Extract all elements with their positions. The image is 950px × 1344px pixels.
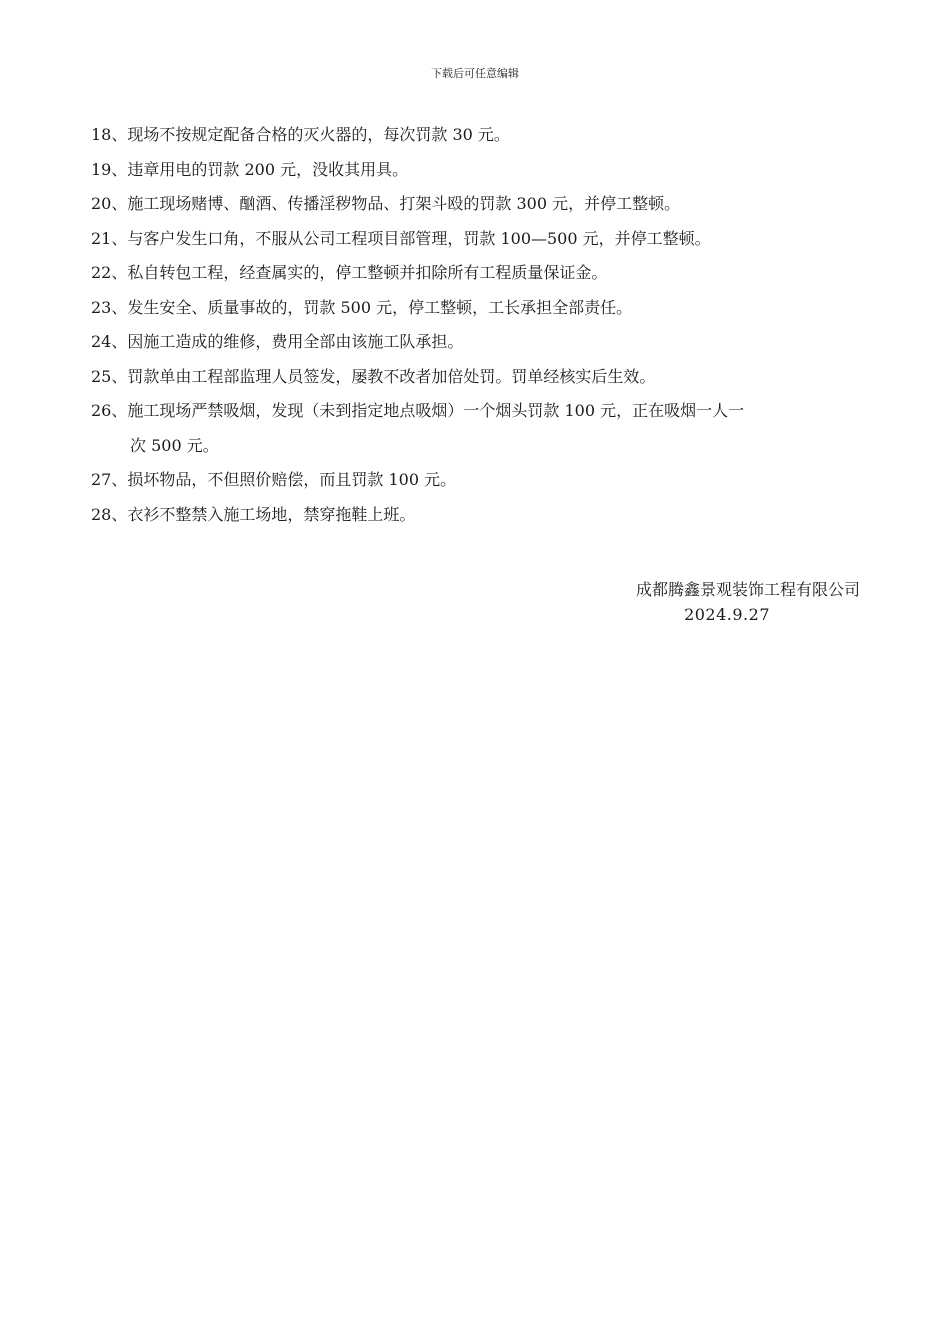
rule-text: 损坏物品，不但照价赔偿，而且罚款 100 元。 — [127, 470, 457, 489]
rule-text: 私自转包工程，经查属实的，停工整顿并扣除所有工程质量保证金。 — [127, 263, 608, 282]
rule-item-20 — [91, 187, 863, 222]
rule-number: 28、 — [91, 504, 128, 524]
rule-text-continued: 次 500 元。 — [130, 435, 219, 455]
page-header: 下载后可任意编辑 — [431, 67, 519, 80]
rule-item-21 — [91, 222, 863, 257]
rule-number: 25、 — [91, 366, 128, 386]
rule-text: 与客户发生口角，不服从公司工程项目部管理，罚款 100—500 元，并停工整顿。 — [127, 228, 711, 248]
rule-number: 23、 — [91, 297, 128, 317]
rule-number: 19、 — [91, 159, 128, 179]
rule-item-25 — [91, 360, 863, 395]
rule-item-18 — [91, 118, 863, 153]
rule-text: 违章用电的罚款 200 元，没收其用具。 — [127, 159, 409, 179]
rule-text: 发生安全、质量事故的，罚款 500 元，停工整顿，工长承担全部责任。 — [127, 297, 633, 317]
rule-text: 现场不按规定配备合格的灭火器的，每次罚款 30 元。 — [127, 125, 510, 144]
rule-text: 施工现场赌博、酗酒、传播淫秽物品、打架斗殴的罚款 300 元，并停工整顿。 — [127, 194, 681, 213]
rule-item-26 — [91, 394, 863, 463]
rule-number: 20、 — [91, 194, 128, 213]
rule-item-23 — [91, 291, 863, 326]
rule-item-28 — [91, 498, 863, 533]
rule-text: 罚款单由工程部监理人员签发，屡教不改者加倍处罚。罚单经核实后生效。 — [127, 366, 656, 386]
signature-date: 2024.9.27 — [684, 605, 770, 624]
rule-item-22 — [91, 256, 863, 291]
company-name: 成都腾鑫景观装饰工程有限公司 — [635, 580, 860, 599]
rule-number: 27、 — [91, 470, 128, 489]
rules-list — [91, 118, 863, 532]
rule-text: 衣衫不整禁入施工场地，禁穿拖鞋上班。 — [127, 504, 416, 524]
rule-text: 因施工造成的维修，费用全部由该施工队承担。 — [127, 332, 464, 351]
rule-item-27 — [91, 463, 863, 498]
signature-block — [560, 577, 860, 627]
rule-item-24 — [91, 325, 863, 360]
rule-number: 24、 — [91, 332, 128, 351]
rule-number: 22、 — [91, 263, 128, 282]
rule-text: 施工现场严禁吸烟，发现（未到指定地点吸烟）一个烟头罚款 100 元，正在吸烟一人一 — [127, 401, 745, 420]
rule-item-19 — [91, 153, 863, 188]
rule-number: 18、 — [91, 125, 128, 144]
rule-number: 26、 — [91, 401, 128, 420]
rule-number: 21、 — [91, 228, 128, 248]
